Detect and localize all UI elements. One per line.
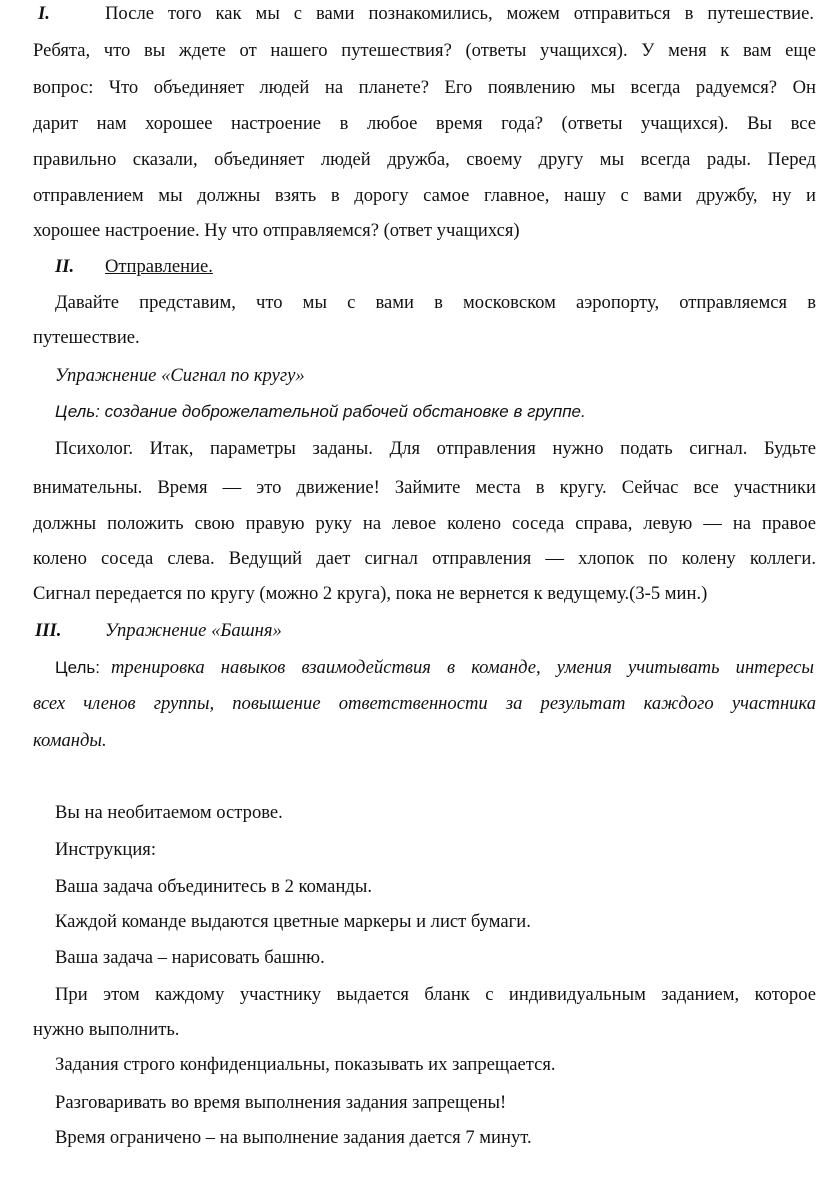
goal-line: команды. <box>33 730 107 751</box>
instruction-line: Разговаривать во время выполнения задания запрещены! <box>55 1092 507 1113</box>
section-1-numeral: I. <box>38 3 50 24</box>
instruction-line: Ваша задача объединитесь в 2 команды. <box>55 876 372 897</box>
instruction-line: При этом каждому участнику выдается бланк с индивидуальным заданием, которое <box>55 984 816 1005</box>
section-2-title: Отправление. <box>105 256 213 277</box>
paragraph-line: Сигнал передается по кругу (можно 2 круга), пока не вернется к ведущему.(3-5 мин.) <box>33 583 708 604</box>
goal-line: всех членов группы, повышение ответственности за результат каждого участника <box>33 693 816 714</box>
exercise-title: Упражнение «Башня» <box>105 620 282 641</box>
instruction-line: нужно выполнить. <box>33 1019 180 1040</box>
section-3-numeral: III. <box>35 620 62 641</box>
paragraph-line: Ребята, что вы ждете от нашего путешествия? (ответы учащихся). У меня к вам еще <box>33 40 816 61</box>
exercise-goal: Цель: создание доброжелательной рабочей обстановке в группе. <box>55 402 586 421</box>
paragraph-line: После того как мы с вами познакомились, можем отправиться в путешествие. <box>105 3 814 24</box>
paragraph-line: Давайте представим, что мы с вами в московском аэропорту, отправляемся в <box>55 292 816 313</box>
paragraph-line: внимательны. Время — это движение! Займите места в кругу. Сейчас все участники <box>33 477 816 498</box>
paragraph-line: вопрос: Что объединяет людей на планете? Его появлению мы всегда радуемся? Он <box>33 77 816 98</box>
paragraph-line: отправлением мы должны взять в дорогу самое главное, нашу с вами дружбу, ну и <box>33 185 816 206</box>
paragraph-line: правильно сказали, объединяет людей дружба, своему другу мы всегда рады. Перед <box>33 149 816 170</box>
exercise-title: Упражнение «Сигнал по кругу» <box>55 365 305 386</box>
goal-label: Цель: <box>55 658 100 677</box>
instruction-line: Вы на необитаемом острове. <box>55 802 283 823</box>
paragraph-line: должны положить свою правую руку на левое колено соседа справа, левую — на правое <box>33 513 816 534</box>
goal-line: тренировка навыков взаимодействия в команде, умения учитывать интересы <box>111 657 814 678</box>
instruction-line: Время ограничено – на выполнение задания дается 7 минут. <box>55 1127 532 1148</box>
paragraph-line: колено соседа слева. Ведущий дает сигнал отправления — хлопок по колену коллеги. <box>33 548 816 569</box>
paragraph-line: дарит нам хорошее настроение в любое время года? (ответы учащихся). Вы все <box>33 113 816 134</box>
instruction-line: Ваша задача – нарисовать башню. <box>55 947 325 968</box>
section-2-numeral: II. <box>55 256 75 277</box>
instruction-line: Каждой команде выдаются цветные маркеры и лист бумаги. <box>55 911 531 932</box>
instruction-line: Задания строго конфиденциальны, показывать их запрещается. <box>55 1054 556 1075</box>
paragraph-line: хорошее настроение. Ну что отправляемся? (ответ учащихся) <box>33 220 520 241</box>
paragraph-line: Психолог. Итак, параметры заданы. Для отправления нужно подать сигнал. Будьте <box>55 438 816 459</box>
instruction-line: Инструкция: <box>55 839 156 860</box>
paragraph-line: путешествие. <box>33 327 140 348</box>
